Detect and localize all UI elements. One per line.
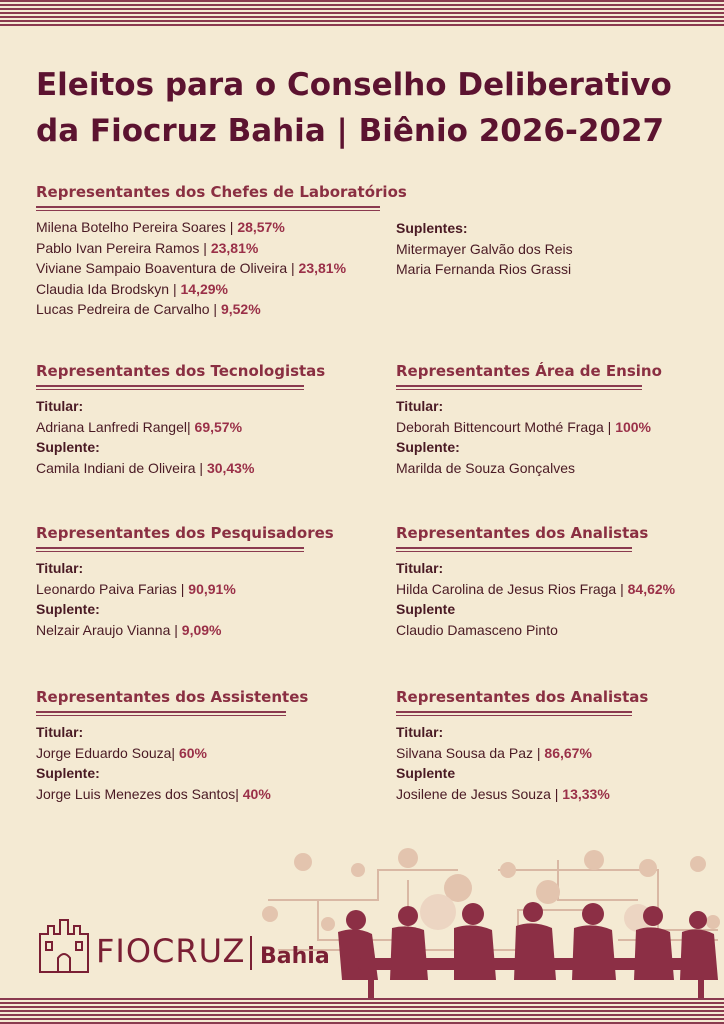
section-pesquisadores bbox=[36, 524, 334, 640]
section-ensino bbox=[396, 362, 662, 478]
section-heading: Representantes dos Tecnologistas bbox=[36, 362, 304, 387]
list-item: Lucas Pedreira de Carvalho | 9,52% bbox=[36, 301, 261, 317]
titular-name: Hilda Carolina de Jesus Rios Fraga | 84,62% bbox=[396, 580, 676, 597]
titular-name: Adriana Lanfredi Rangel| 69,57% bbox=[36, 418, 243, 435]
section-analistas bbox=[396, 524, 675, 640]
titular-name: Deborah Bittencourt Mothé Fraga | 100% bbox=[396, 418, 652, 435]
titular-label: Titular: bbox=[36, 724, 84, 740]
section-chefes-suplentes bbox=[396, 218, 573, 280]
title-line-1: Eleitos para o Conselho Deliberativo bbox=[36, 67, 672, 103]
bottom-stripe-decoration bbox=[0, 998, 724, 1024]
section-heading: Representantes dos Analistas bbox=[396, 688, 632, 713]
section-chefes bbox=[36, 183, 407, 320]
list-item: Pablo Ivan Pereira Ramos | 23,81% bbox=[36, 239, 259, 256]
titular-name: Silvana Sousa da Paz | 86,67% bbox=[396, 744, 592, 761]
page-title bbox=[36, 62, 696, 154]
suplentes-label: Suplentes: bbox=[396, 220, 468, 236]
section-assistentes bbox=[36, 688, 309, 804]
fiocruz-logo bbox=[36, 912, 336, 976]
list-item: Viviane Sampaio Boaventura de Oliveira | 23,81% bbox=[36, 260, 347, 276]
section-heading: Representantes dos Pesquisadores bbox=[36, 524, 304, 549]
section-heading: Representantes Área de Ensino bbox=[396, 362, 642, 387]
section-heading: Representantes dos Assistentes bbox=[36, 688, 286, 713]
section-heading: Representantes dos Analistas bbox=[396, 524, 632, 549]
titular-label: Titular: bbox=[36, 398, 84, 414]
suplente-label: Suplente: bbox=[36, 601, 100, 617]
people-silhouettes bbox=[338, 902, 718, 998]
list-item: Claudia Ida Brodskyn | 14,29% bbox=[36, 280, 228, 297]
titular-label: Titular: bbox=[36, 560, 84, 576]
suplente-name: Nelzair Araujo Vianna | 9,09% bbox=[36, 621, 222, 638]
section-heading: Representantes dos Chefes de Laboratórios bbox=[36, 183, 380, 208]
titular-label: Titular: bbox=[396, 560, 444, 576]
list-item: Mitermayer Galvão dos Reis bbox=[396, 240, 573, 257]
suplente-label: Suplente: bbox=[36, 439, 100, 455]
suplente-name: Camila Indiani de Oliveira | 30,43% bbox=[36, 459, 255, 476]
suplente-name: Claudio Damasceno Pinto bbox=[396, 621, 558, 638]
titular-name: Leonardo Paiva Farias | 90,91% bbox=[36, 580, 236, 597]
top-stripe-decoration bbox=[0, 0, 724, 26]
castle-icon bbox=[36, 912, 92, 974]
suplente-name: Jorge Luis Menezes dos Santos| 40% bbox=[36, 785, 271, 802]
suplente-label: Suplente: bbox=[36, 765, 100, 781]
logo-unit-text: Bahia bbox=[260, 944, 330, 969]
logo-brand-text: FIOCRUZ bbox=[96, 932, 246, 970]
section-analistas-2 bbox=[396, 688, 649, 804]
title-line-2: da Fiocruz Bahia | Biênio 2026-2027 bbox=[36, 113, 665, 149]
suplente-label: Suplente bbox=[396, 765, 456, 781]
suplente-name: Josilene de Jesus Souza | 13,33% bbox=[396, 785, 610, 802]
titular-name: Jorge Eduardo Souza| 60% bbox=[36, 744, 207, 761]
suplente-name: Marilda de Souza Gonçalves bbox=[396, 459, 575, 476]
list-item: Milena Botelho Pereira Soares | 28,57% bbox=[36, 219, 285, 235]
list-item: Maria Fernanda Rios Grassi bbox=[396, 261, 572, 277]
suplente-label: Suplente: bbox=[396, 439, 460, 455]
titular-label: Titular: bbox=[396, 724, 444, 740]
titular-label: Titular: bbox=[396, 398, 444, 414]
logo-separator bbox=[250, 936, 252, 970]
section-tecnologistas bbox=[36, 362, 326, 478]
suplente-label: Suplente bbox=[396, 601, 456, 617]
